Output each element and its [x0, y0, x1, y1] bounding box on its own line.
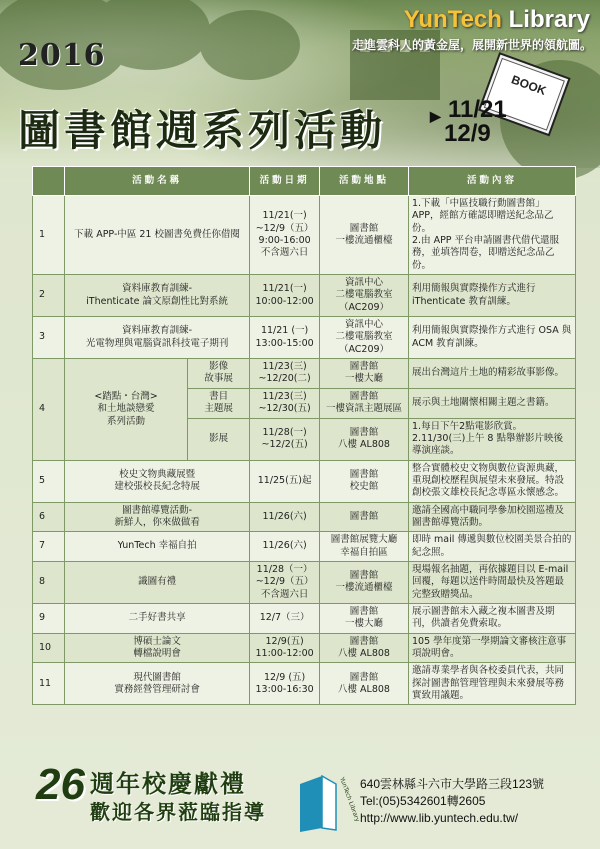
- activity-name: 校史文物典藏展暨 建校張校長紀念特展: [65, 460, 250, 502]
- table-header-row: [33, 167, 576, 196]
- date-end: 12/9: [444, 120, 491, 147]
- brand-name: [404, 6, 590, 34]
- activity-name: YunTech 幸福自拍: [65, 532, 250, 562]
- poster-title: 圖書館週系列活動: [18, 106, 387, 155]
- table-row: [33, 359, 576, 389]
- activity-name: 現代圖書館 實務經營管理研討會: [65, 663, 250, 705]
- logo-text: YunTech Library: [338, 776, 361, 823]
- row-number: 6: [33, 502, 65, 532]
- activity-date: 12/9 (五) 13:00-16:30: [250, 663, 320, 705]
- activity-date: 11/28（一） ~12/9（五） 不含週六日: [250, 561, 320, 603]
- activity-name: 識圖有禮: [65, 561, 250, 603]
- activity-date: 11/26(六): [250, 532, 320, 562]
- row-number: 10: [33, 633, 65, 663]
- anniversary-line: 週年校慶獻禮: [90, 769, 246, 798]
- row-number: 2: [33, 275, 65, 317]
- activity-description: 現場報名抽題，再依據題目以 E-mail 回覆，每題以送件時間最快及答題最完整致贈獎品。: [409, 561, 576, 603]
- sub-activity-name: 影展: [188, 418, 250, 460]
- activity-description: 展示與土地關懷相關主題之書籍。: [409, 388, 576, 418]
- activity-location: 圖書館展覽大廳 幸福自拍區: [320, 532, 409, 562]
- activity-location: 圖書館 一樓流通櫃檯: [320, 561, 409, 603]
- table-row: [33, 196, 576, 275]
- brand-yuntech: YunTech: [403, 6, 502, 33]
- table-body: [33, 196, 576, 705]
- table-row: [33, 663, 576, 705]
- activity-description: 整合實體校史文物與數位資源典藏，重現創校歷程與展望未來發展。特設創校張文雄校長紀念專區永懷感念。: [409, 460, 576, 502]
- activity-location: 資訊中心 二樓電腦教室 （AC209）: [320, 275, 409, 317]
- activity-location: 圖書館 校史館: [320, 460, 409, 502]
- activity-date: 11/23(三) ~12/20(二): [250, 359, 320, 389]
- event-year: 2016: [18, 38, 106, 73]
- activity-date: 11/21(一) 10:00-12:00: [250, 275, 320, 317]
- activity-name: <踏點・台灣> 和土地談戀愛 系列活動: [65, 359, 188, 460]
- col-header: 活動地點: [320, 167, 409, 196]
- address: 640雲林縣斗六市大學路三段123號: [360, 777, 545, 791]
- row-number: 8: [33, 561, 65, 603]
- activity-name: 下載 APP-中區 21 校圖書免費任你借閱: [65, 196, 250, 275]
- activity-location: 資訊中心 二樓電腦教室 （AC209）: [320, 317, 409, 359]
- activity-location: 圖書館 八樓 AL808: [320, 633, 409, 663]
- phone: Tel:(05)5342601轉2605: [360, 794, 486, 808]
- activity-description: 展示圖書館未入藏之複本圖書及期刊，供讀者免費索取。: [409, 603, 576, 633]
- row-number: 11: [33, 663, 65, 705]
- activity-location: 圖書館 一樓資訊主題展區: [320, 388, 409, 418]
- activity-description: 利用簡報與實際操作方式進行 iThenticate 教育訓練。: [409, 275, 576, 317]
- col-header: 活動內容: [409, 167, 576, 196]
- table-row: [33, 275, 576, 317]
- header-banner: [0, 0, 600, 168]
- row-number: 7: [33, 532, 65, 562]
- activity-date: 11/21(一) ~12/9（五） 9:00-16:00 不含週六日: [250, 196, 320, 275]
- activity-description: 1.每日下午2點電影欣賞。 2.11/30(三)上午 8 點舉辦影片映後導演座談。: [409, 418, 576, 460]
- activity-description: 105 學年度第一學期論文審核注意事項說明會。: [409, 633, 576, 663]
- activity-name: 博碩士論文 轉檔說明會: [65, 633, 250, 663]
- activity-date: 11/26(六): [250, 502, 320, 532]
- activity-location: 圖書館 一樓流通櫃檯: [320, 196, 409, 275]
- activity-name: 圖書館導覽活動- 新鮮人，你來做做看: [65, 502, 250, 532]
- slogan: 走進雲科人的黃金屋，展開新世界的領航圖。: [351, 38, 592, 52]
- brand-library: Library: [508, 6, 590, 33]
- table-row: [33, 532, 576, 562]
- activity-description: 邀請全國高中職同學參加校園巡禮及圖書館導覽活動。: [409, 502, 576, 532]
- row-number: 1: [33, 196, 65, 275]
- table-row: [33, 561, 576, 603]
- col-header: 活動名稱: [65, 167, 250, 196]
- activity-location: 圖書館 八樓 AL808: [320, 663, 409, 705]
- activity-location: 圖書館 一樓大廳: [320, 359, 409, 389]
- date-start: 11/21: [448, 96, 507, 123]
- activity-date: 12/9(五) 11:00-12:00: [250, 633, 320, 663]
- row-number: 5: [33, 460, 65, 502]
- schedule-table: [32, 166, 576, 705]
- activity-description: 展出台灣這片土地的精彩故事影像。: [409, 359, 576, 389]
- arrow-icon: ▶: [430, 108, 441, 124]
- table-row: [33, 633, 576, 663]
- col-number: [33, 167, 65, 196]
- activity-description: 邀請專業學者與各校委員代表，共同探討圖書館管理管理與未來發展等務實致用議題。: [409, 663, 576, 705]
- sub-activity-name: 書目 主題展: [188, 388, 250, 418]
- activity-name: 二手好書共享: [65, 603, 250, 633]
- table-row: [33, 317, 576, 359]
- activity-date: 11/25(五)起: [250, 460, 320, 502]
- event-dates: [430, 96, 507, 147]
- activity-description: 利用簡報與實際操作方式進行 OSA 與 ACM 教育訓練。: [409, 317, 576, 359]
- sub-activity-name: 影像 故事展: [188, 359, 250, 389]
- activity-description: 1.下載「中區技職行動圖書館」APP，經館方確認即贈送紀念品乙份。 2.由 APP 平台申請圖書代借代還服務，並填答問卷，即贈送紀念品乙份。: [409, 196, 576, 275]
- activity-location: 圖書館: [320, 502, 409, 532]
- anniversary-number: 26: [36, 760, 85, 809]
- activity-date: 11/23(三) ~12/30(五): [250, 388, 320, 418]
- activity-name: 資料庫教育訓練- iThenticate 論文原創性比對系統: [65, 275, 250, 317]
- welcome-line: 歡迎各界蒞臨指導: [90, 800, 266, 824]
- activity-date: 12/7（三）: [250, 603, 320, 633]
- row-number: 4: [33, 359, 65, 460]
- table-row: [33, 603, 576, 633]
- contact-info: [360, 776, 544, 827]
- activity-name: 資料庫教育訓練- 光電物理與電腦資訊科技電子期刊: [65, 317, 250, 359]
- activity-date: 11/28(一) ~12/2(五): [250, 418, 320, 460]
- website-link[interactable]: http://www.lib.yuntech.edu.tw/: [360, 811, 519, 825]
- library-logo-icon: [292, 770, 361, 836]
- activity-date: 11/21 (一) 13:00-15:00: [250, 317, 320, 359]
- row-number: 3: [33, 317, 65, 359]
- activity-location: 圖書館 八樓 AL808: [320, 418, 409, 460]
- table-row: [33, 502, 576, 532]
- activity-description: 即時 mail 傳遞與數位校園美景合拍的紀念照。: [409, 532, 576, 562]
- activity-location: 圖書館 一樓大廳: [320, 603, 409, 633]
- row-number: 9: [33, 603, 65, 633]
- book-label: BOOK: [509, 72, 549, 98]
- col-header: 活動日期: [250, 167, 320, 196]
- table-row: [33, 460, 576, 502]
